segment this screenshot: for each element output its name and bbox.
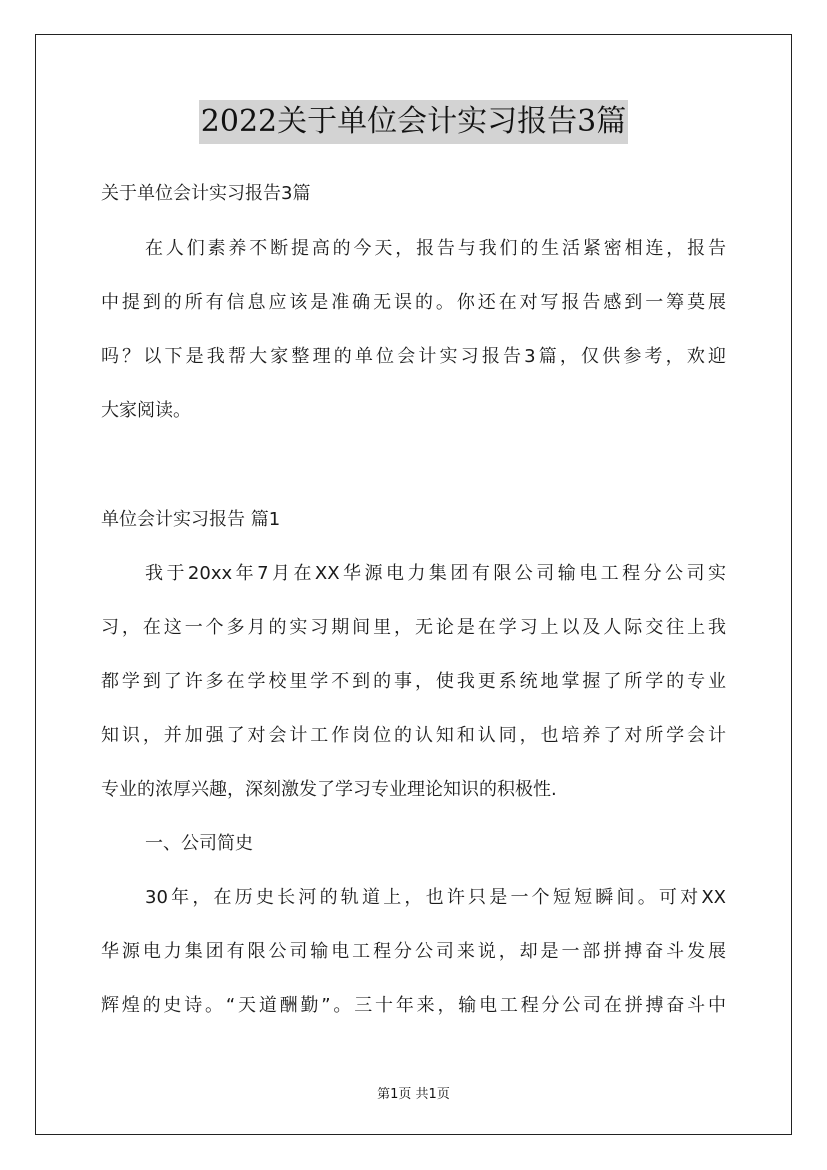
page-footer: 第1页 共1页 [377,1087,450,1102]
document-subtitle: 关于单位会计实习报告3篇 [101,183,311,204]
subsection-heading: 一、公司简史 [145,833,253,854]
document-title-text: 2022关于单位会计实习报告3篇 [199,100,628,144]
intro-line-4: 大家阅读。 [101,400,191,421]
history-line-2: 华源电力集团有限公司输电工程分公司来说，却是一部拼搏奋斗发展 [101,941,726,962]
history-line-3: 辉煌的史诗。“天道酬勤”。三十年来，输电工程分公司在拼搏奋斗中 [101,995,726,1016]
document-title [0,100,827,144]
section-line-1: 我于20xx年7月在XX华源电力集团有限公司输电工程分公司实 [145,563,726,584]
intro-line-2: 中提到的所有信息应该是准确无误的。你还在对写报告感到一筹莫展 [101,292,726,313]
section-line-2: 习，在这一个多月的实习期间里，无论是在学习上以及人际交往上我 [101,617,726,638]
history-line-1: 30年，在历史长河的轨道上，也许只是一个短短瞬间。可对XX [145,887,726,908]
section-line-4: 知识，并加强了对会计工作岗位的认知和认同，也培养了对所学会计 [101,725,726,746]
section-line-5: 专业的浓厚兴趣，深刻激发了学习专业理论知识的积极性. [101,779,557,800]
intro-line-1: 在人们素养不断提高的今天，报告与我们的生活紧密相连，报告 [145,238,726,259]
intro-line-3: 吗？以下是我帮大家整理的单位会计实习报告3篇，仅供参考，欢迎 [101,346,726,367]
section-line-3: 都学到了许多在学校里学不到的事，使我更系统地掌握了所学的专业 [101,671,726,692]
section-heading: 单位会计实习报告 篇1 [101,509,281,530]
